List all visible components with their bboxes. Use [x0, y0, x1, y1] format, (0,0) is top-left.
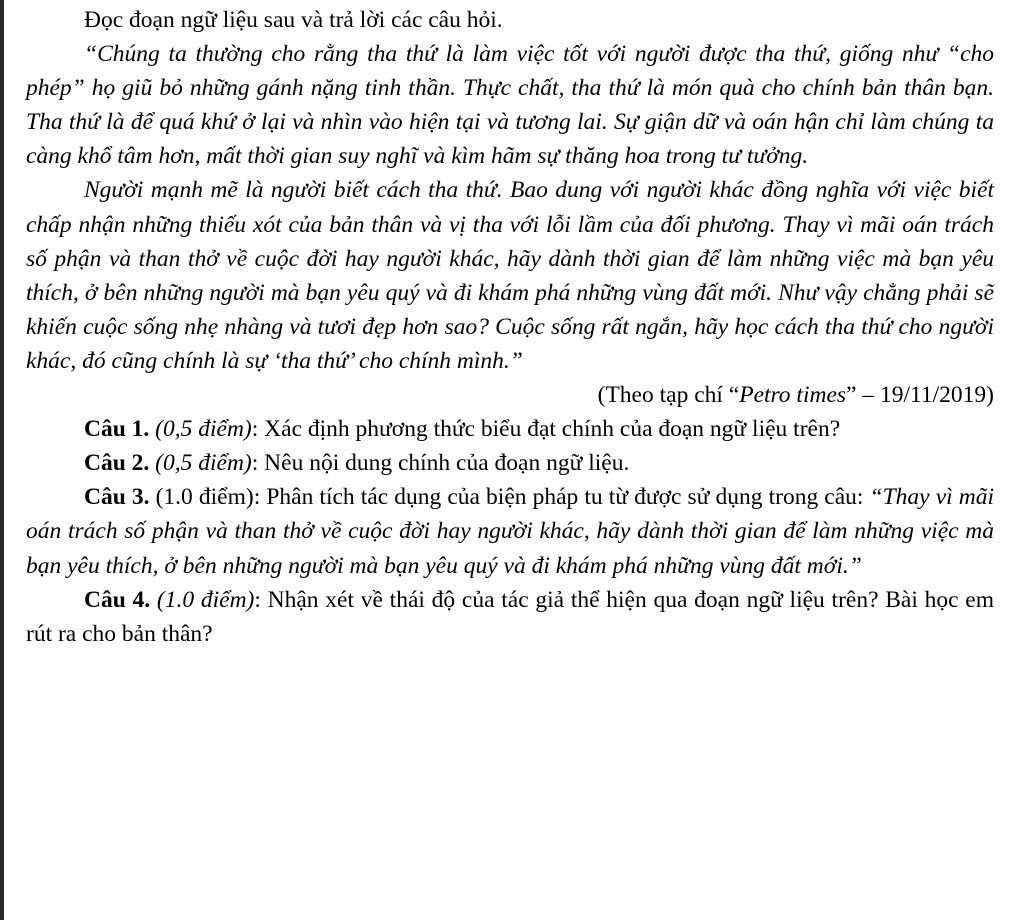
passage-paragraph-2: Người mạnh mẽ là người biết cách tha thứ. Bao dung với người khác đồng nghĩa với việc biết chấp nhận những thiếu xót của bản thân và vị tha với lỗi lầm của đối phương. Thay vì mãi oán trách số phận và than thở về cuộc đời hay người khác, hãy dành thời gian để làm những việc mà bạn yêu thích, ở bên những người mà bạn yêu quý và đi khám phá những vùng đất mới. Như vậy chẳng phải sẽ khiến cuộc sống nhẹ nhàng và tươi đẹp hơn sao? Cuộc sống rất ngắn, hãy học cách tha thứ cho người khác, đó cũng chính là sự ‘tha thứ’ cho chính mình.” [26, 177, 994, 374]
question-score: (1.0 điểm) [149, 484, 254, 511]
document-page [26, 3, 994, 651]
question-4 [26, 583, 994, 651]
question-3 [26, 480, 994, 582]
question-label: Câu 4. [84, 586, 151, 613]
passage-paragraph-1: “Chúng ta thường cho rằng tha thứ là làm việc tốt với người được tha thứ, giống như “cho phép” họ giũ bỏ những gánh nặng tinh thần. Thực chất, tha thứ là món quà cho chính bản thân bạn. Tha thứ là để quá khứ ở lại và nhìn vào hiện tại và tương lai. Sự giận dữ và oán hận chỉ làm chúng ta càng khổ tâm hơn, mất thời gian suy nghĩ và kìm hãm sự thăng hoa trong tư tưởng. [26, 41, 994, 170]
question-text: : Nêu nội dung chính của đoạn ngữ liệu. [251, 450, 630, 477]
question-score: (0,5 điểm) [149, 416, 252, 443]
question-label: Câu 3. [84, 484, 150, 511]
question-label: Câu 2. [84, 450, 150, 477]
question-2 [26, 446, 994, 480]
left-edge-border [0, 0, 4, 920]
question-text: : Xác định phương thức biểu đạt chính của đoạn ngữ liệu trên? [251, 416, 841, 443]
question-quote: “Thay vì mãi oán trách số phận và than thở về cuộc đời hay người khác, hãy dành thời gian để làm những việc mà bạn yêu thích, ở bên những người mà bạn yêu quý và đi khám phá những vùng đất mới.” [26, 484, 994, 579]
question-text: : Nhận xét về thái độ của tác giả thể hiện qua đoạn ngữ liệu trên? Bài học em rút ra cho bản thân? [26, 586, 995, 647]
source-citation [26, 378, 994, 412]
question-label: Câu 1. [84, 416, 150, 443]
instruction-text: Đọc đoạn ngữ liệu sau và trả lời các câu hỏi. [84, 7, 503, 33]
source-magazine: Petro times [739, 382, 847, 409]
question-1 [26, 412, 994, 446]
source-prefix: (Theo tạp chí “ [597, 382, 740, 409]
question-score: (0,5 điểm) [149, 450, 252, 477]
source-suffix: ” – 19/11/2019) [846, 382, 994, 409]
question-score: (1.0 điểm) [150, 586, 255, 613]
question-text: : Phân tích tác dụng của biện pháp tu từ được sử dụng trong câu: [253, 484, 870, 511]
